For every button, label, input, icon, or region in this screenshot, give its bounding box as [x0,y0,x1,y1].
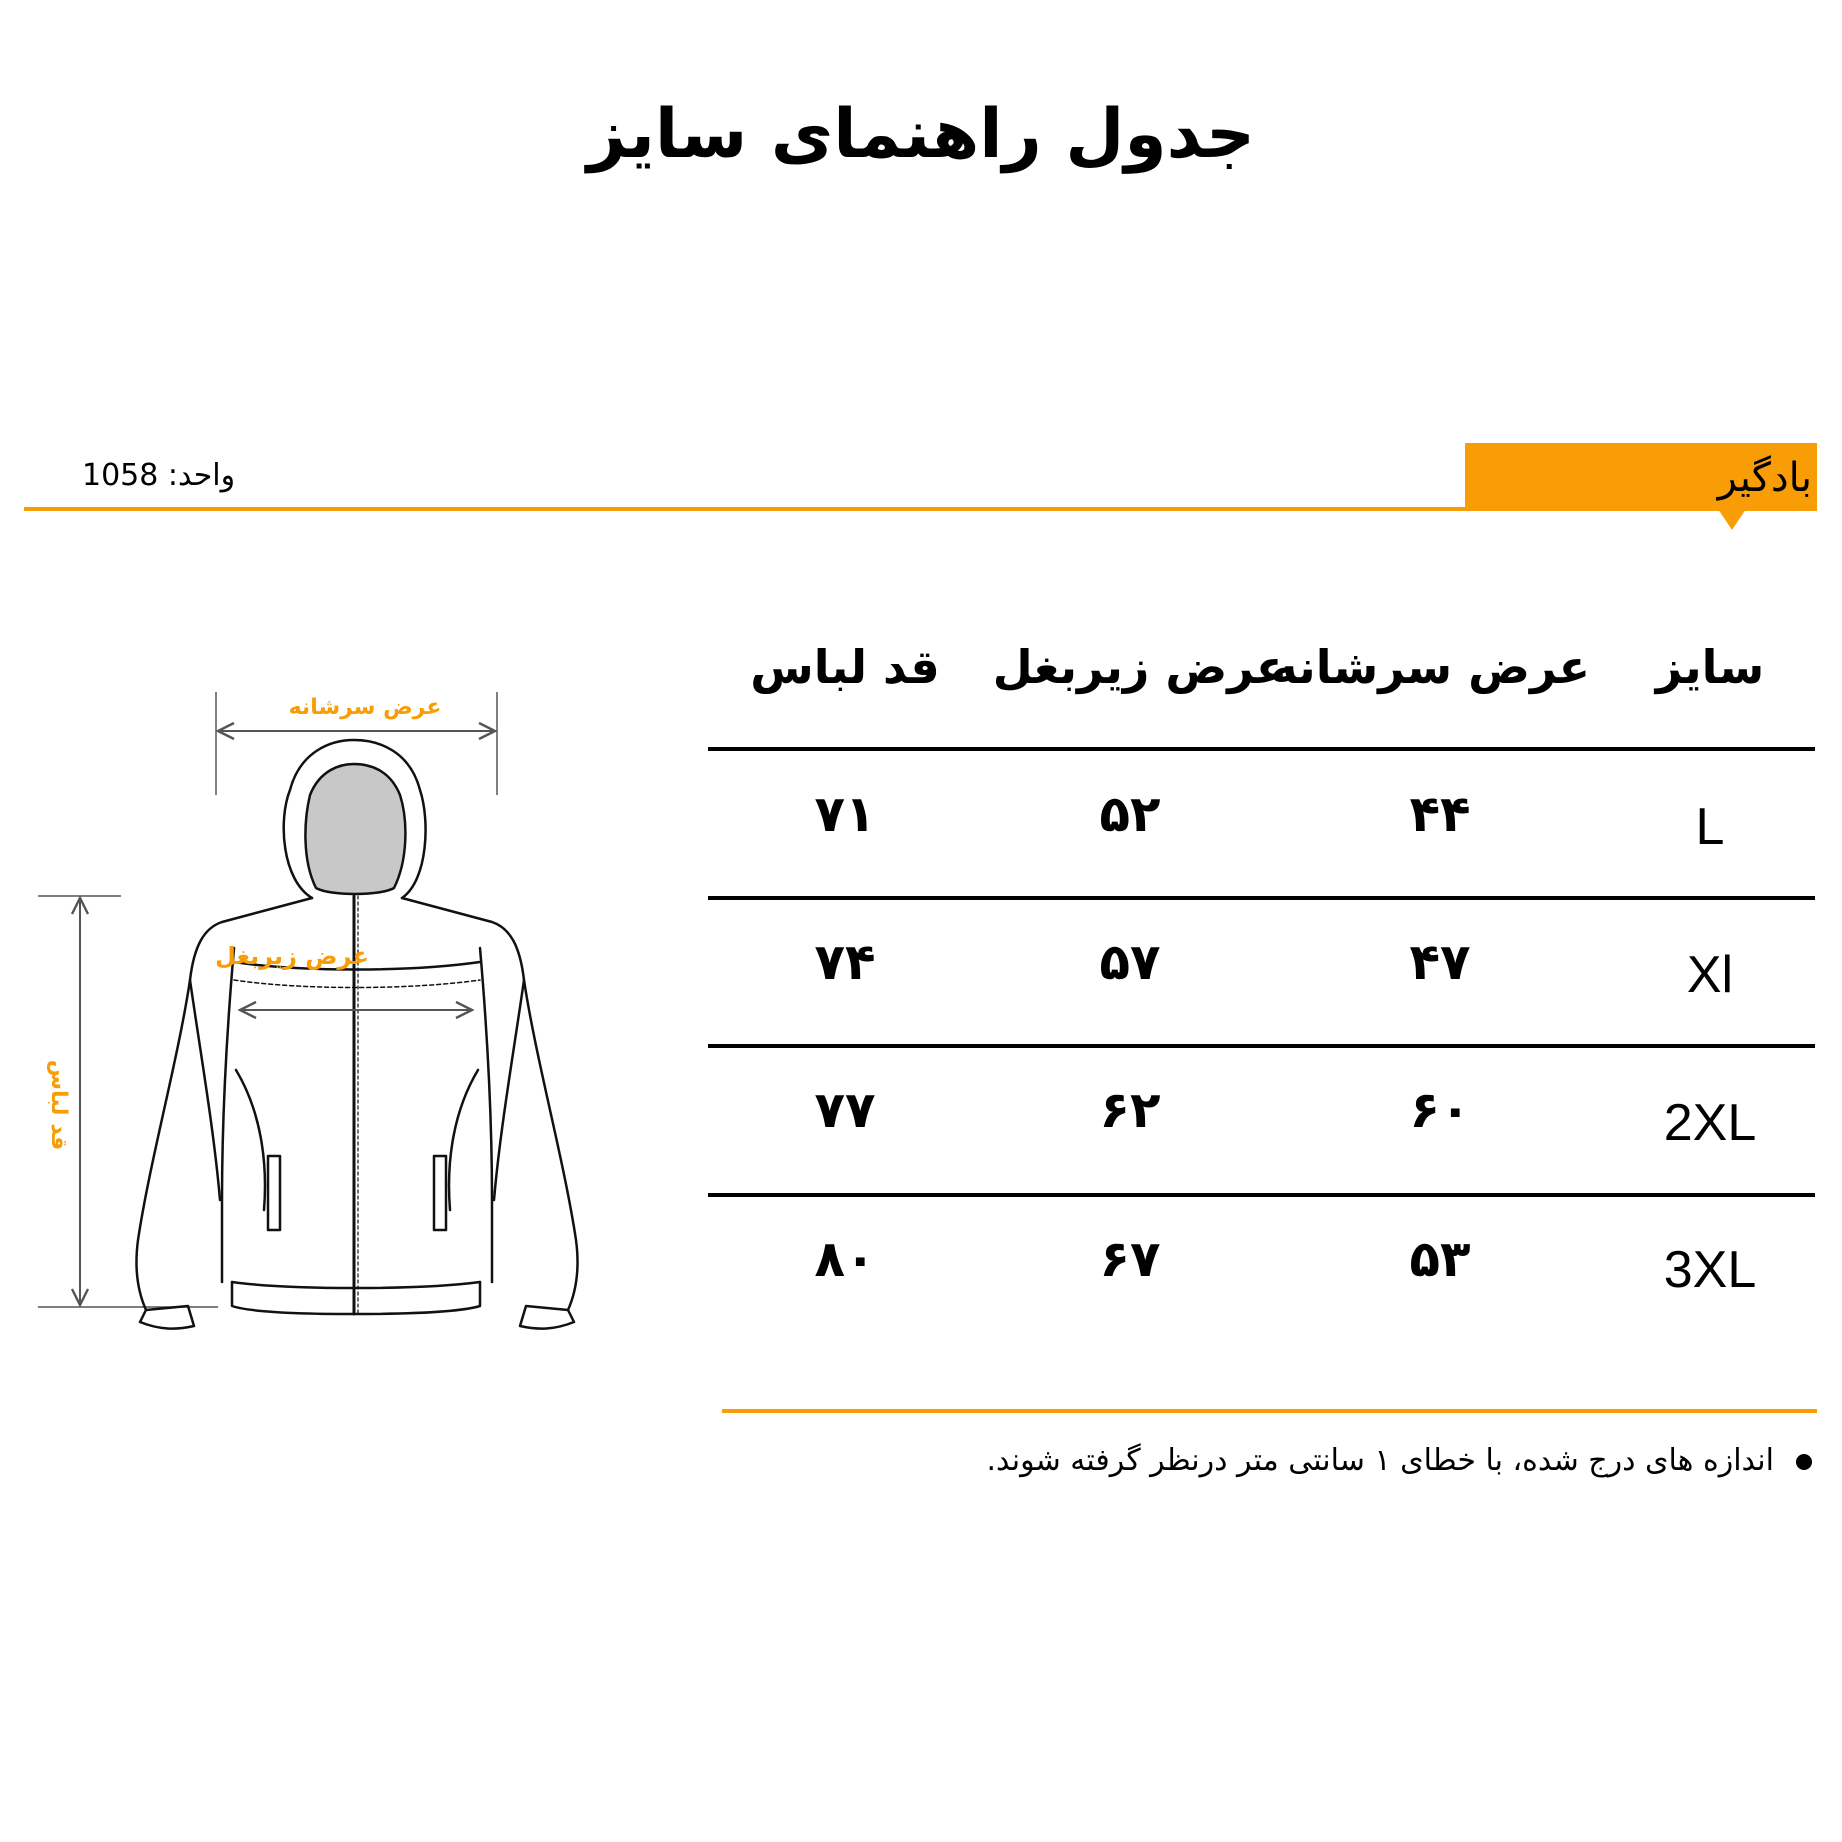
header-shoulder-width: عرض سرشانه [1270,640,1590,694]
table-cell-underarm: ۶۲ [1099,1081,1161,1139]
page-title: جدول راهنمای سایز [587,95,1255,174]
table-cell-length: ۷۷ [814,1081,876,1139]
table-cell-shoulder: ۶۰ [1409,1081,1471,1139]
table-cell-shoulder: ۵۳ [1409,1230,1471,1288]
table-cell-length: ۸۰ [814,1230,876,1288]
tolerance-note: اندازه های درج شده، با خطای ۱ سانتی متر درنظر گرفته شوند. [986,1443,1774,1478]
table-cell-size: Xl [1686,946,1734,1004]
table-cell-underarm: ۵۷ [1099,933,1161,991]
table-cell-underarm: ۵۲ [1099,785,1161,843]
header-garment-length: قد لباس [750,640,940,694]
table-cell-size: 2XL [1663,1094,1757,1152]
table-cell-shoulder: ۴۴ [1409,785,1471,843]
jacket-icon [136,740,577,1329]
underarm-width-label: عرض زیربغل [215,942,369,970]
table-cell-length: ۷۱ [814,785,876,843]
shoulder-width-label: عرض سرشانه [288,695,442,720]
table-cell-shoulder: ۴۷ [1409,933,1471,991]
table-cell-underarm: ۶۷ [1099,1230,1161,1288]
table-cell-length: ۷۴ [814,933,876,991]
header-underarm-width: عرض زیربغل [992,640,1288,694]
header-size: سایز [1655,640,1765,694]
table-cell-size: L [1695,798,1725,856]
table-cell-size: 3XL [1663,1241,1757,1299]
garment-length-label: قد لباس [46,1059,71,1151]
category-label: بادگیر [1717,455,1812,501]
unit-label: واحد: 1058 [82,458,236,493]
